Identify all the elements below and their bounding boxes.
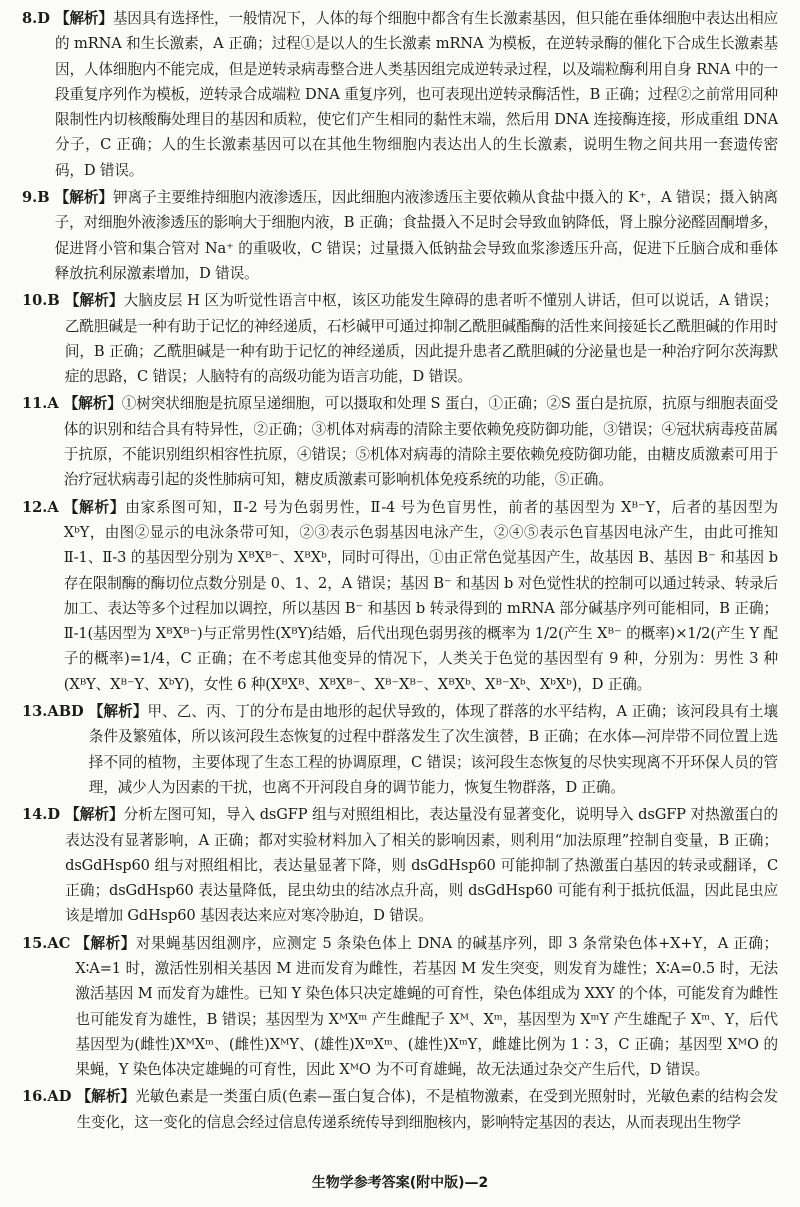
answer-item xyxy=(22,931,778,1083)
answer-number: 12.A xyxy=(22,498,64,516)
answer-explanation xyxy=(89,699,778,800)
answer-item xyxy=(22,495,778,697)
answer-explanation xyxy=(65,288,778,389)
answer-explanation xyxy=(65,802,778,928)
analysis-tag: 【解析】 xyxy=(54,189,113,207)
answer-item xyxy=(22,185,778,286)
answer-number: 11.A xyxy=(22,395,64,413)
answer-item xyxy=(22,1084,778,1135)
answer-item xyxy=(22,802,778,928)
analysis-tag: 【解析】 xyxy=(65,806,124,824)
explanation-text: 对果蝇基因组测序，应测定 5 条染色体上 DNA 的碱基序列，即 3 条常染色体+X+Y，A 正确；X∶A=1 时，激活性别相关基因 M 进而发育为雌性，若基因 M 发生突变，则发育为雄性；X∶A=0.5 时，无法激活基因 M 而发育为雄性。已知 Y 染色体只决定雄蝇的可育性，染色体组成为 XXY 的个体，可能发育为雌性也可能发育为雄性，B 错误；基因型为 XᴹXᵐ 产生雌配子 Xᴹ、Xᵐ，基因型为 XᵐY 产生雄配子 Xᵐ、Y，后代基因型为(雌性)XᴹXᵐ、(雌性)XᴹY、(雄性)XᵐXᵐ、(雄性)XᵐY，雌雄比例为 1∶3，C 正确；基因型 XᴹO 的果蝇，Y 染色体决定雄蝇的可育性，因此 XᴹO 为不可育雄蝇，故无法通过杂交产生后代，D 错误。 xyxy=(75,934,778,1079)
analysis-tag: 【解析】 xyxy=(75,934,136,952)
answer-number: 16.AD xyxy=(22,1088,77,1106)
answer-number: 15.AC xyxy=(22,934,76,952)
explanation-text: 光敏色素是一类蛋白质(色素—蛋白复合体)，不是植物激素，在受到光照射时，光敏色素的结构会发生变化，这一变化的信息会经过信息传递系统传导到细胞核内，影响特定基因的表达，从而表现出生物学 xyxy=(76,1088,778,1131)
answer-item xyxy=(22,699,778,800)
explanation-text: 基因具有选择性，一般情况下，人体的每个细胞中都含有生长激素基因，但只能在垂体细胞中表达出相应的 mRNA 和生长激素，A 正确；过程①是以人的生长激素 mRNA 为模板，在逆转录酶的催化下合成生长激素基因，人体细胞内不能完成，但是逆转录病毒整合进人类基因组完成逆转录过程，以及端粒酶利用自身 RNA 中的一段重复序列作为模板，逆转录合成端粒 DNA 重复序列，也可表现出逆转录酶活性，B 正确；过程②之前常用同种限制性内切核酸酶处理目的基因和质粒，使它们产生相同的黏性末端，然后用 DNA 连接酶连接，形成重组 DNA 分子，C 正确；人的生长激素基因可以在其他生物细胞内表达出人的生长激素，说明生物之间共用一套遗传密码，D 错误。 xyxy=(54,10,779,179)
answer-explanation xyxy=(64,391,778,492)
answer-number: 13.ABD xyxy=(22,703,89,721)
answer-explanation xyxy=(75,931,778,1083)
explanation-text: 甲、乙、丙、丁的分布是由地形的起伏导致的，体现了群落的水平结构，A 正确；该河段具有土壤条件及繁殖体，所以该河段生态恢复的过程中群落发生了次生演替，B 正确；在水体—河岸带不同位置上选择不同的植物，主要体现了生态工程的协调原理，C 错误；该河段生态恢复的尽快实现离不开环保人员的管理，减少人为因素的干扰，也离不开河段自身的调节能力，恢复生物群落，D 正确。 xyxy=(88,703,778,796)
answer-list xyxy=(22,6,778,1135)
answer-number: 8.D xyxy=(22,10,55,27)
analysis-tag: 【解析】 xyxy=(63,498,126,516)
answer-explanation xyxy=(55,185,778,286)
analysis-tag: 【解析】 xyxy=(88,703,148,721)
explanation-text: ①树突状细胞是抗原呈递细胞，可以摄取和处理 S 蛋白，①正确；②S 蛋白是抗原，抗原与细胞表面受体的识别和结合具有特异性，②正确；③机体对病毒的清除主要依赖免疫防御功能，③错误；④冠状病毒疫苗属于抗原，不能识别组织相容性抗原，④错误；⑤机体对病毒的清除主要依赖免疫防御功能，由糖皮质激素可用于治疗冠状病毒引起的炎性肺病可知，糖皮质激素可影响机体免疫系统的功能，⑤正确。 xyxy=(63,395,778,489)
answer-number: 14.D xyxy=(22,806,66,824)
answer-number: 10.B xyxy=(22,292,65,310)
answer-item xyxy=(22,6,778,183)
page-footer: 生物学参考答案(附中版)—2 xyxy=(311,1175,489,1191)
explanation-text: 钾离子主要维持细胞内液渗透压，因此细胞内液渗透压主要依赖从食盐中摄入的 K⁺，A 错误；摄入钠离子，对细胞外液渗透压的影响大于细胞内液，B 正确；食盐摄入不足时会导致血钠降低，肾上腺分泌醛固酮增多，促进肾小管和集合管对 Na⁺ 的重吸收，C 错误；过量摄入低钠盐会导致血浆渗透压升高，促进下丘脑合成和垂体释放抗利尿激素增加，D 错误。 xyxy=(54,189,779,282)
answer-item xyxy=(22,288,778,389)
explanation-text: 分析左图可知，导入 dsGFP 组与对照组相比，表达量没有显著变化，说明导入 dsGFP 对热激蛋白的表达没有显著影响，A 正确；都对实验材料加入了相关的影响因素，则利用“加法原理”控制自变量，B 正确；dsGdHsp60 组与对照组相比，表达量显著下降，则 dsGdHsp60 可能抑制了热激蛋白基因的转录或翻译，C 正确；dsGdHsp60 表达量降低，昆虫幼虫的结冰点升高，则 dsGdHsp60 可能有利于抵抗低温，因此昆虫应该是增加 GdHsp60 基因表达来应对寒冷胁迫，D 错误。 xyxy=(65,806,779,925)
answer-explanation xyxy=(64,495,778,697)
analysis-tag: 【解析】 xyxy=(64,292,124,310)
analysis-tag: 【解析】 xyxy=(63,395,122,413)
explanation-text: 大脑皮层 H 区为听觉性语言中枢，该区功能发生障碍的患者听不懂别人讲话，但可以说话，A 错误；乙酰胆碱是一种有助于记忆的神经递质，石杉碱甲可通过抑制乙酰胆碱酯酶的活性来间接延长乙酰胆碱的作用时间，B 正确；乙酰胆碱是一种有助于记忆的神经递质，因此提升患者乙酰胆碱的分泌量也是一种治疗阿尔茨海默症的思路，C 错误；人脑特有的高级功能为语言功能，D 错误。 xyxy=(64,292,779,386)
explanation-text: 由家系图可知，Ⅱ-2 号为色弱男性，Ⅱ-4 号为色盲男性，前者的基因型为 Xᴮ⁻Y，后者的基因型为 XᵇY，由图②显示的电泳条带可知，②③表示色弱基因电泳产生，②④⑤表示色盲基因电泳产生，由此可推知Ⅱ-1、Ⅱ-3 的基因型分别为 XᴮXᴮ⁻、XᴮXᵇ，同时可得出，①由正常色觉基因产生，故基因 B、基因 B⁻ 和基因 b 存在限制酶的酶切位点数分别是 0、1、2，A 错误；基因 B⁻ 和基因 b 对色觉性状的控制可以通过转录、转录后加工、表达等多个过程加以调控，所以基因 B⁻ 和基因 b 转录得到的 mRNA 部分碱基序列可能相同，B 正确；Ⅱ-1(基因型为 XᴮXᴮ⁻)与正常男性(XᴮY)结婚，后代出现色弱男孩的概率为 1/2(产生 Xᴮ⁻ 的概率)×1/2(产生 Y 配子的概率)=1/4，C 正确；在不考虑其他变异的情况下，人类关于色觉的基因型有 9 种，分别为：男性 3 种(XᴮY、Xᴮ⁻Y、XᵇY)，女性 6 种(XᴮXᴮ、XᴮXᴮ⁻、Xᴮ⁻Xᴮ⁻、XᴮXᵇ、Xᴮ⁻Xᵇ、XᵇXᵇ)，D 正确。 xyxy=(63,498,778,693)
answer-number: 9.B xyxy=(22,189,55,207)
answer-item xyxy=(22,391,778,492)
analysis-tag: 【解析】 xyxy=(54,10,113,27)
answer-explanation xyxy=(55,6,778,183)
analysis-tag: 【解析】 xyxy=(76,1088,136,1106)
answer-explanation xyxy=(76,1084,778,1135)
